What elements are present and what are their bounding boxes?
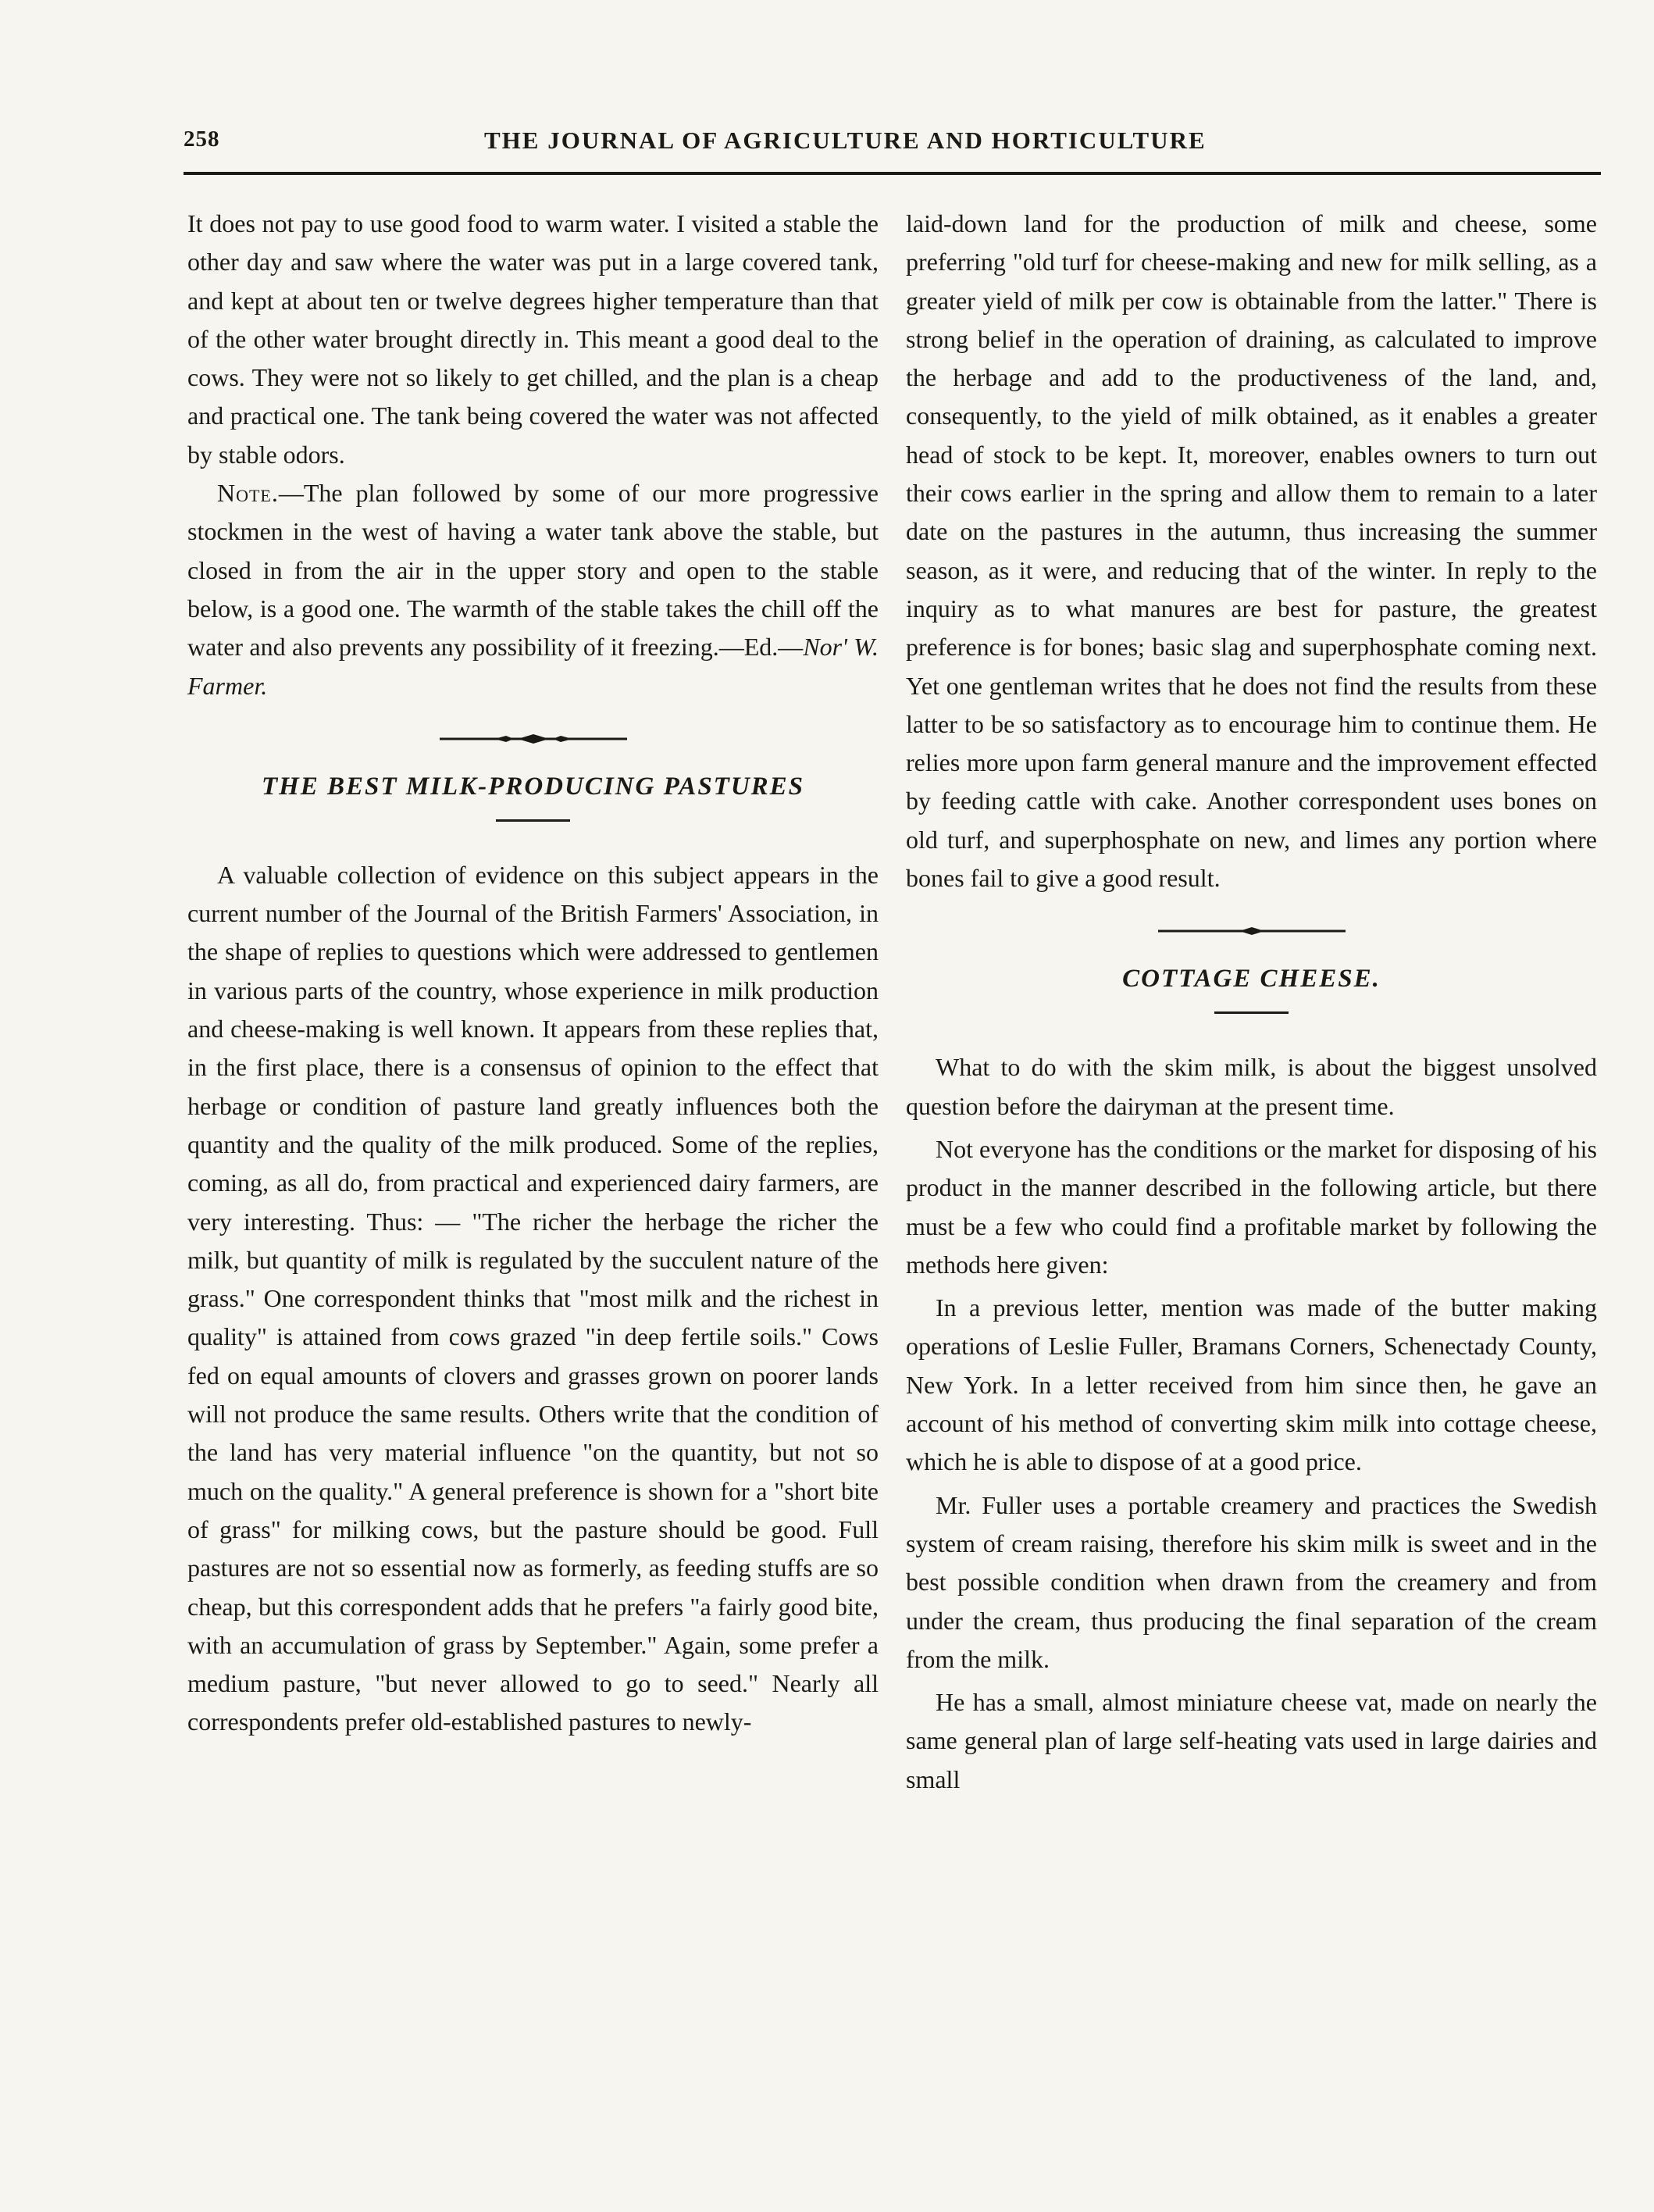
editor-note [187, 474, 879, 705]
running-title: THE JOURNAL OF AGRICULTURE AND HORTICULTURE [484, 127, 1207, 154]
note-source: Nor' W. Farmer. [187, 633, 879, 700]
divider-ornament-icon [1158, 923, 1346, 939]
right-column [906, 205, 1597, 1803]
paragraph-cheese-vat: He has a small, almost miniature cheese vat, made on nearly the same general plan of large self-heating vats used in large dairies and small [906, 1688, 1597, 1793]
page-number: 258 [184, 127, 220, 152]
paragraph-pastures: A valuable collection of evidence on this subject appears in the current number of the Journal of the British Farmers' Association, in the shape of replies to questions which were addressed to gentlemen in various parts of the country, whose experience in milk production and cheese-making is well known. It appears from these replies that, in the first place, there is a consensus of opinion to the effect that herbage or condition of pasture land greatly influences both the quantity and the quality of the milk produced. Some of the replies, coming, as all do, from practical and experienced dairy farmers, are very interesting. Thus: — "The richer the herbage the richer the milk, but quantity of milk is regulated by the succulent nature of the grass." One correspondent thinks that "most milk and the richest in quality" is attained from cows grazed "in deep fertile soils." Cows fed on equal amounts of clovers and grasses grown on poorer lands will not produce the same results. Others write that the condition of the land has very material influence "on the quantity, but not so much on the quality." A general preference is shown for a "short bite of grass" for milking cows, but the pasture should be good. Full pastures are not so essential now as formerly, as feeding stuffs are so cheap, but this correspondent adds that he prefers "a fairly good bite, with an accumulation of grass by September." Again, some prefer a medium pasture, "but never allowed to go to seed." Nearly all correspondents prefer old-established pastures to newly- [187, 860, 879, 1736]
section-divider-ornament [187, 716, 879, 762]
note-text: —The plan followed by some of our more progressive stockmen in the west of having a water tank above the stable, but closed in from the air in the upper story and open to the stable below, is a good one. The warmth of the stable takes the chill off the water and also prevents any possibility of it freezing.—Ed.— [187, 479, 879, 662]
paragraph-fuller: In a previous letter, mention was made of the butter making operations of Leslie Fuller, Bramans Corners, Schenectady County, New York. In a letter received from him since then, he gave an account of his method of converting skim milk into cottage cheese, which he is able to dispose of at a good price. [906, 1293, 1597, 1476]
note-label: Note. [217, 479, 279, 508]
paragraph-conditions: Not everyone has the conditions or the market for disposing of his product in the manner described in the following article, but there must be a few who could find a profitable market by following the methods here given: [906, 1134, 1597, 1279]
section-title-pastures: THE BEST MILK-PRODUCING PASTURES [261, 772, 805, 801]
paragraph-pastures-continued: laid-down land for the production of milk and cheese, some preferring "old turf for cheese-making and new for milk selling, as a greater yield of milk per cow is obtainable from the latter." There is strong belief in the operation of draining, as calculated to improve the herbage and add to the productiveness of the land, and, consequently, to the yield of milk obtained, as it enables a greater head of stock to be kept. It, moreover, enables owners to turn out their cows earlier in the spring and allow them to remain to a later date on the pastures in the autumn, thus increasing the summer season, as it were, and reducing that of the winter. In reply to the inquiry as to what manures are best for pasture, the greatest preference is for bones; basic slag and superphosphate coming next. Yet one gentleman writes that he does not find the results from these latter to be so satisfactory as to encourage him to continue them. He relies more upon farm general manure and the improvement effected by feeding cattle with cake. Another correspondent uses bones on old turf, and superphosphate on new, and limes any portion where bones fail to give a good result. [906, 209, 1597, 893]
divider-ornament-icon [440, 731, 627, 747]
page-header [184, 127, 1601, 164]
paragraph-skim-milk: What to do with the skim milk, is about the biggest unsolved question before the dairyman at the present time. [906, 1053, 1597, 1120]
paragraph-creamery: Mr. Fuller uses a portable creamery and practices the Swedish system of cream raising, therefore his skim milk is sweet and in the best possible condition when drawn from the creamery and from under the cream, thus producing the final separation of the cream from the milk. [906, 1490, 1597, 1673]
paragraph-stable-water: It does not pay to use good food to warm water. I visited a stable the other day and saw where the water was put in a large covered tank, and kept at about ten or twelve degrees higher temperature than that of the other water brought directly in. This meant a good deal to the cows. They were not so likely to get chilled, and the plan is a cheap and practical one. The tank being covered the water was not affected by stable odors. [187, 209, 879, 469]
section-divider-ornament-2 [906, 908, 1597, 954]
left-column [187, 205, 879, 1746]
section-title-cottage-cheese: COTTAGE CHEESE. [1122, 965, 1381, 994]
title-underline [496, 819, 570, 822]
header-rule [184, 172, 1601, 175]
title-underline-2 [1214, 1011, 1289, 1014]
